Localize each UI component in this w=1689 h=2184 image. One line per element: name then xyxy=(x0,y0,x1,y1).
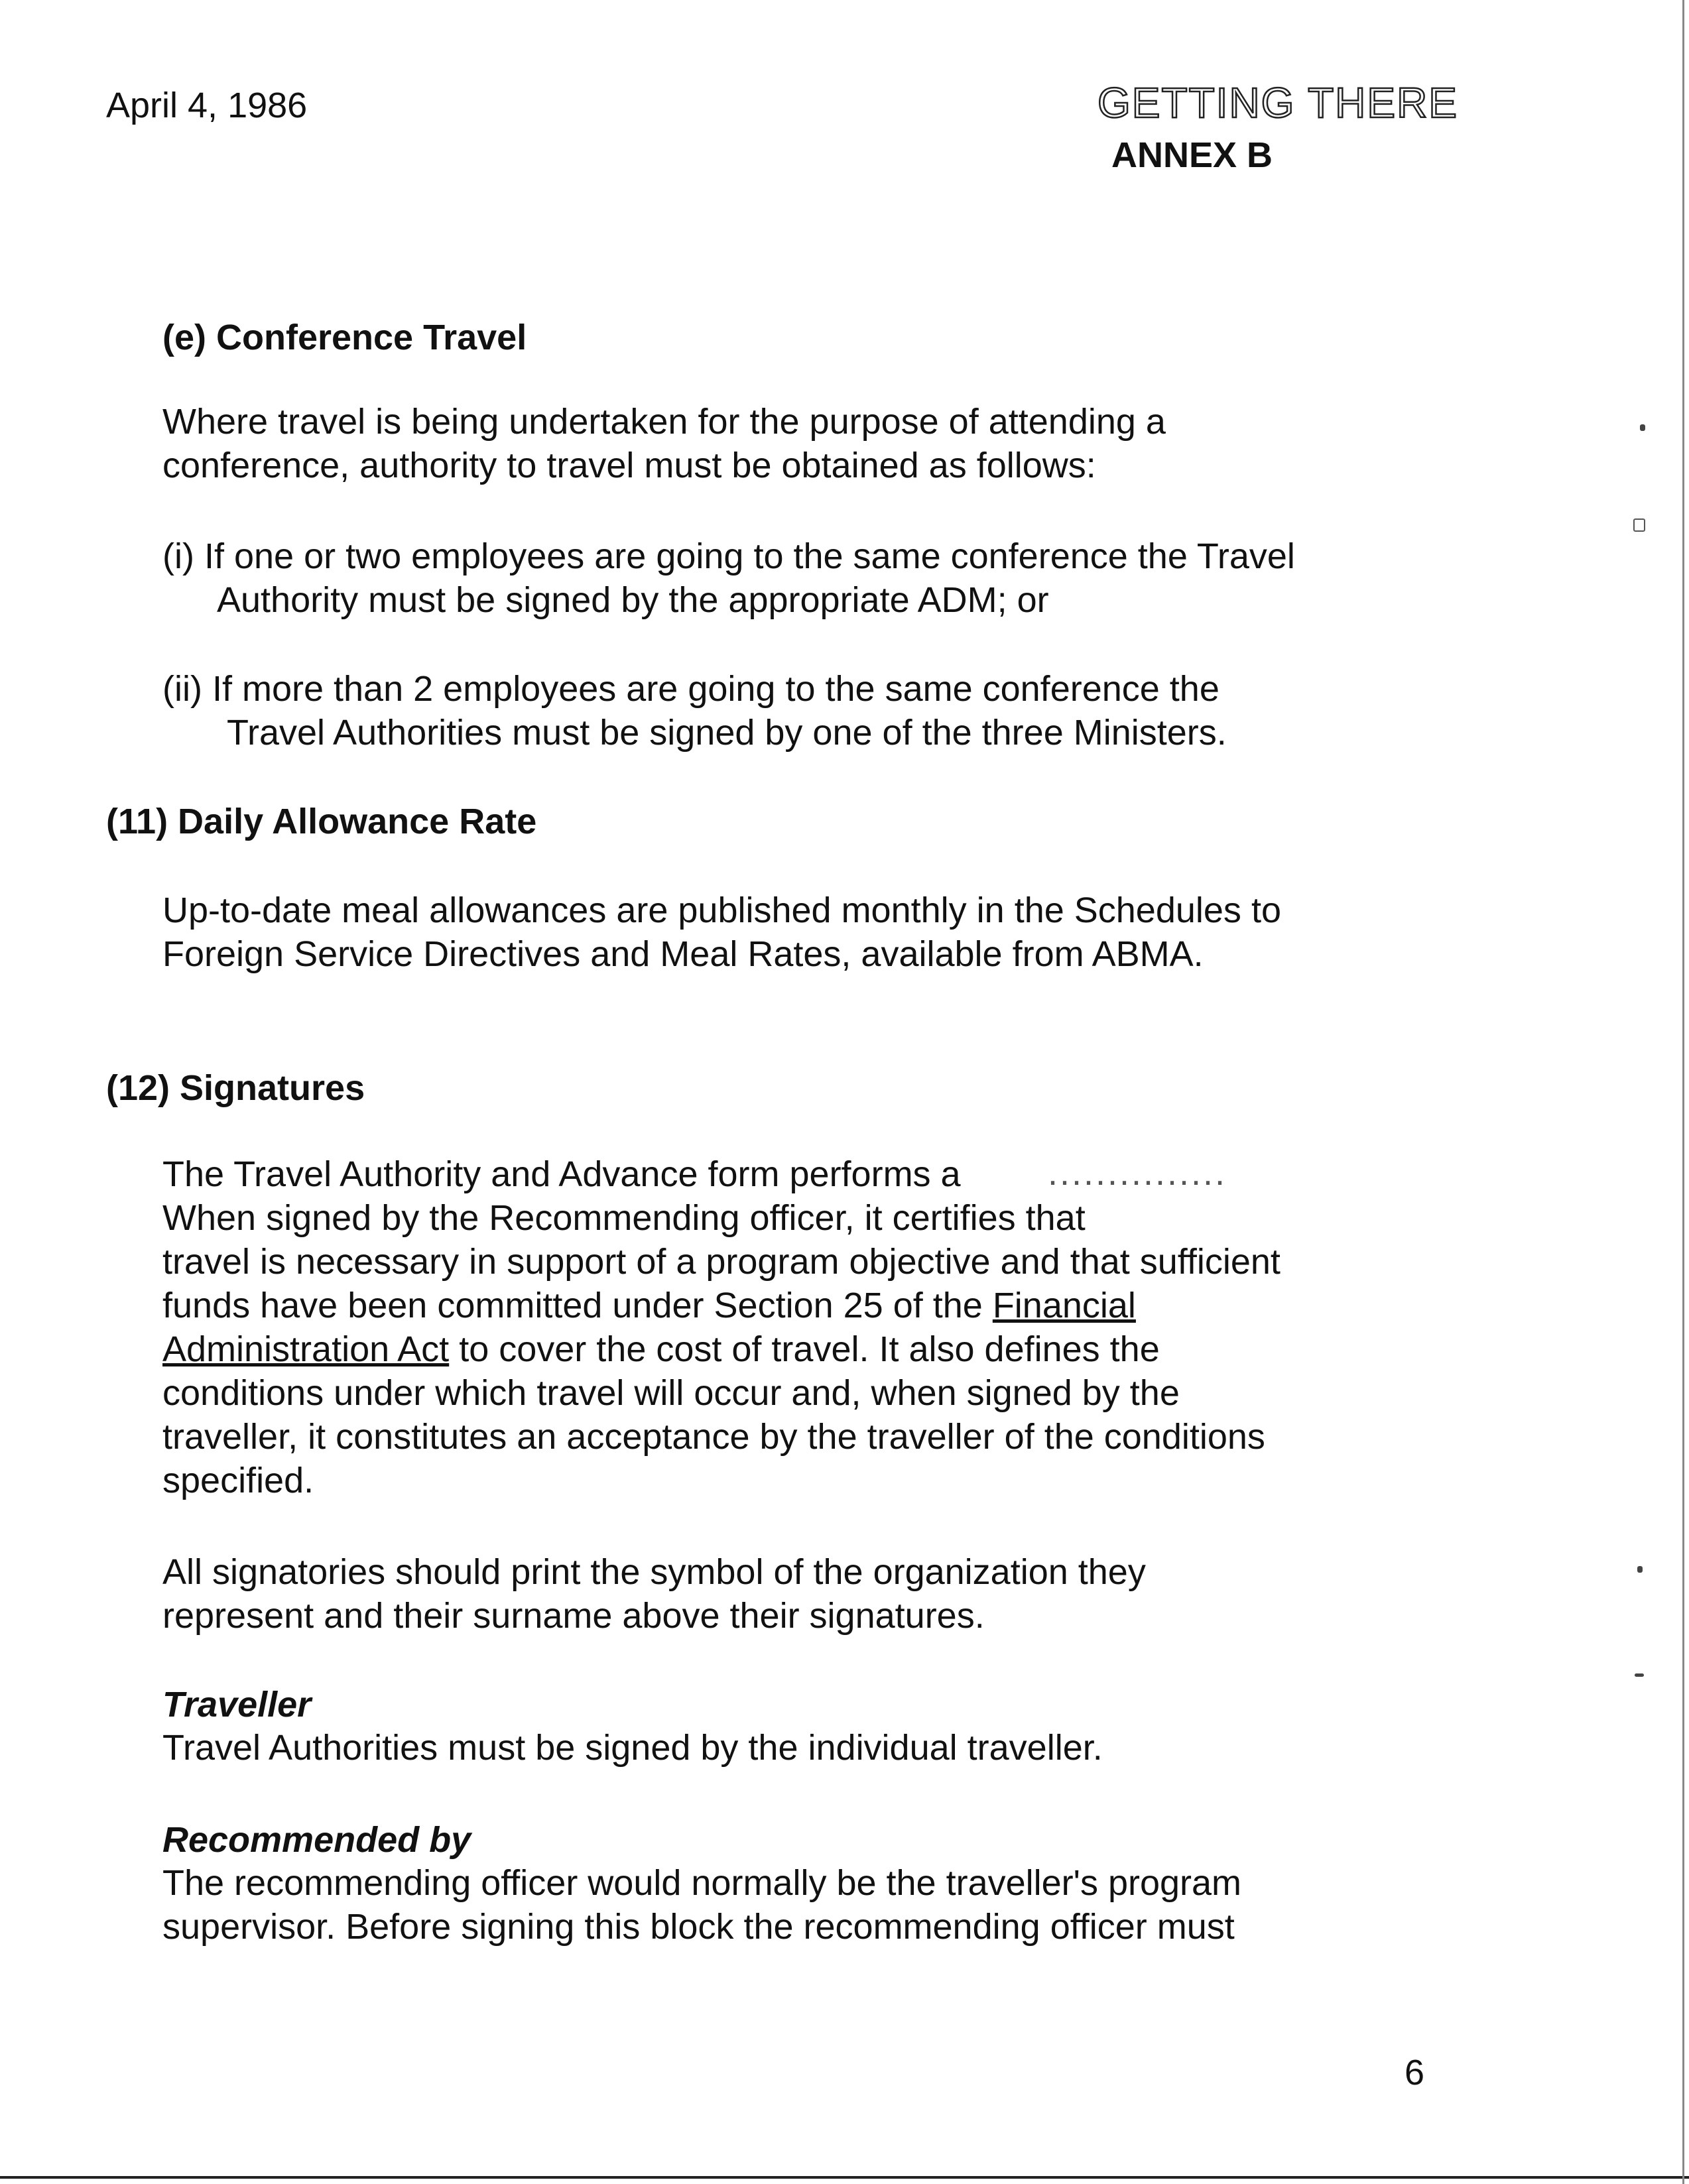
illegible-fragment: ............... xyxy=(1048,1153,1227,1193)
signatures-p1-line6: conditions under which travel will occur and, when signed by the xyxy=(162,1373,1180,1413)
signatures-p1-line8: specified. xyxy=(162,1461,314,1500)
section-e-intro-line1: Where travel is being undertaken for the purpose of attending a xyxy=(162,402,1166,442)
scan-edge-right xyxy=(1682,0,1684,2184)
signatures-p1-line5-text: to cover the cost of travel. It also defines the xyxy=(449,1329,1160,1369)
item-i-line1: (i) If one or two employees are going to the same conference the Travel xyxy=(162,536,1295,576)
signatures-p1-line1: The Travel Authority and Advance form performs a xyxy=(162,1154,961,1194)
section-e-intro-line2: conference, authority to travel must be obtained as follows: xyxy=(162,446,1096,485)
signatures-p1-line4 xyxy=(162,1284,1136,1327)
section-11-line1: Up-to-date meal allowances are published monthly in the Schedules to xyxy=(162,890,1281,930)
recommended-heading: Recommended by xyxy=(162,1820,471,1860)
signatures-p2-line2: represent and their surname above their signatures. xyxy=(162,1596,985,1636)
recommended-line1: The recommending officer would normally be the traveller's program xyxy=(162,1863,1242,1903)
annex-label: ANNEX B xyxy=(1111,135,1273,175)
section-11-heading: (11) Daily Allowance Rate xyxy=(106,802,537,841)
financial-act-link-part2: Administration Act xyxy=(162,1329,450,1369)
item-ii-line1: (ii) If more than 2 employees are going to the same conference the xyxy=(162,669,1220,709)
section-e-heading: (e) Conference Travel xyxy=(162,318,527,357)
signatures-p1-line7: traveller, it constitutes an acceptance by the traveller of the conditions xyxy=(162,1417,1265,1457)
signatures-p2-line1: All signatories should print the symbol of the organization they xyxy=(162,1552,1146,1592)
scan-edge-bottom xyxy=(0,2176,1689,2179)
scan-speck xyxy=(1633,518,1645,532)
item-i-line2: Authority must be signed by the appropriate ADM; or xyxy=(217,580,1049,620)
traveller-heading: Traveller xyxy=(162,1685,312,1725)
traveller-text: Travel Authorities must be signed by the individual traveller. xyxy=(162,1728,1103,1768)
section-11-line2: Foreign Service Directives and Meal Rates, available from ABMA. xyxy=(162,934,1204,974)
scan-speck xyxy=(1640,424,1645,431)
signatures-p1-line3: travel is necessary in support of a program objective and that sufficient xyxy=(162,1242,1281,1282)
signatures-p1-line4-text: funds have been committed under Section 25 of the xyxy=(162,1286,993,1325)
signatures-p1-line2: When signed by the Recommending officer, it certifies that xyxy=(162,1198,1086,1238)
brand-title: GETTING THERE xyxy=(1097,79,1458,127)
recommended-line2: supervisor. Before signing this block the recommending officer must xyxy=(162,1907,1235,1947)
scan-speck xyxy=(1637,1566,1643,1573)
financial-act-link-part1: Financial xyxy=(992,1286,1136,1325)
item-ii-line2: Travel Authorities must be signed by one of the three Ministers. xyxy=(227,713,1227,753)
section-12-heading: (12) Signatures xyxy=(106,1068,365,1108)
page-number: 6 xyxy=(1405,2053,1425,2093)
document-date: April 4, 1986 xyxy=(106,86,308,125)
scan-speck xyxy=(1635,1673,1644,1677)
signatures-p1-line5 xyxy=(162,1327,1160,1371)
